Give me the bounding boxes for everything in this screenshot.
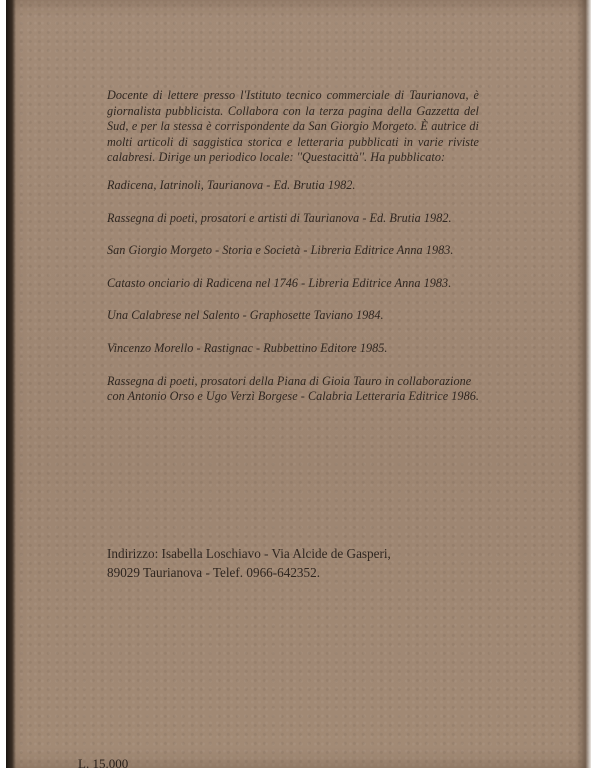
author-bio-section — [107, 88, 479, 422]
spine-shadow — [6, 0, 16, 768]
publication-item: Catasto onciario di Radicena nel 1746 - Libreria Editrice Anna 1983. — [107, 275, 452, 290]
author-address — [107, 544, 479, 582]
publication-item: Vincenzo Morello - Rastignac - Rubbettino Editore 1985. — [107, 340, 388, 355]
cover-right-edge — [577, 0, 591, 768]
address-line-1: Indirizzo: Isabella Loschiavo - Via Alcide de Gasperi, — [107, 546, 391, 561]
publication-item: Una Calabrese nel Salento - Graphosette Taviano 1984. — [107, 308, 384, 323]
publication-item: Radicena, Iatrinoli, Taurianova - Ed. Brutia 1982. — [107, 177, 356, 192]
price-label: L. 15.000 — [78, 756, 129, 770]
publication-item: Rassegna di poeti, prosatori e artisti di Taurianova - Ed. Brutia 1982. — [107, 210, 452, 225]
address-line-2: 89029 Taurianova - Telef. 0966-642352. — [107, 565, 321, 580]
publication-item: Rassegna di poeti, prosatori della Piana di Gioia Tauro in collaborazione con Antonio Orso e Ugo Verzì Borgese - Calabria Letteraria Editrice 1986. — [107, 373, 479, 404]
author-bio: Docente di lettere presso l'Istituto tecnico commerciale di Taurianova, è giornalista pubblicista. Collabora con la terza pagina della Gazzetta del Sud, e per la stessa è corrispondente da San Giorgio Morgeto. È autrice di molti articoli di saggistica storica e letteraria pubblicati in varie riviste calabresi. Dirige un periodico locale: ''Questacittà''. Ha pubblicato: — [107, 88, 479, 165]
publication-item: San Giorgio Morgeto - Storia e Società - Libreria Editrice Anna 1983. — [107, 243, 454, 258]
book-back-cover — [6, 0, 591, 768]
